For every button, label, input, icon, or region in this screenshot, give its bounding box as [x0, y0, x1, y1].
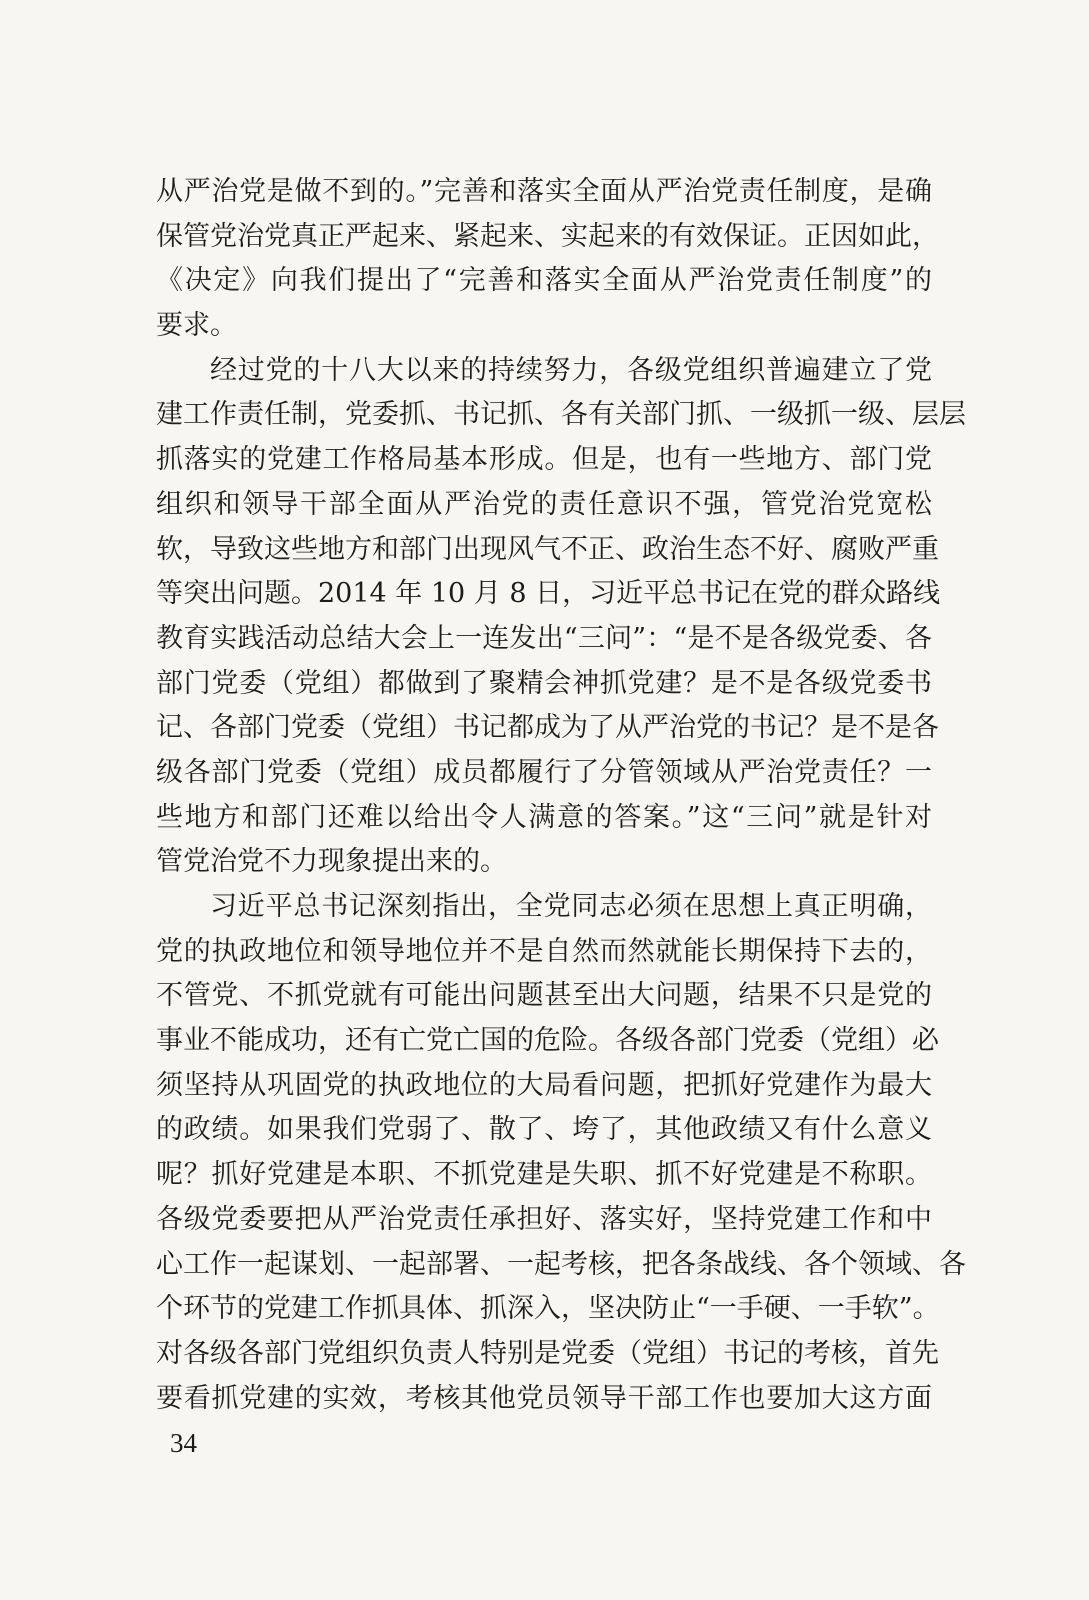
- text-line: 的政绩。如果我们党弱了、散了、垮了，其他政绩又有什么意义: [156, 1114, 932, 1146]
- text-line: 要看抓党建的实效，考核其他党员领导干部工作也要加大这方面: [156, 1382, 932, 1414]
- text-line: 个环节的党建工作抓具体、抓深入，坚决防止“一手硬、一手软”。: [156, 1293, 940, 1325]
- text-line: 级各部门党委（党组）成员都履行了分管领域从严治党责任？一: [156, 756, 932, 788]
- text-line: 事业不能成功，还有亡党亡国的危险。各级各部门党委（党组）必: [156, 1025, 939, 1057]
- text-line: 记、各部门党委（党组）书记都成为了从严治党的书记？是不是各: [156, 712, 939, 744]
- text-line: 须坚持从巩固党的执政地位的大局看问题，把抓好党建作为最大: [156, 1069, 932, 1101]
- text-line: 等突出问题。2014 年 10 月 8 日，习近平总书记在党的群众路线: [156, 578, 941, 610]
- text-line: 《决定》向我们提出了“完善和落实全面从严治党责任制度”的: [156, 265, 932, 297]
- text-line: 建工作责任制，党委抓、书记抓、各有关部门抓、一级抓一级、层层: [156, 399, 966, 431]
- text-line: 从严治党是做不到的。”完善和落实全面从严治党责任制度，是确: [156, 176, 932, 207]
- text-line: 不管党、不抓党就有可能出问题甚至出大问题，结果不只是党的: [156, 980, 932, 1012]
- text-line: 党的执政地位和领导地位并不是自然而然就能长期保持下去的，: [156, 935, 932, 967]
- text-line: 教育实践活动总结大会上一连发出“三问”：“是不是各级党委、各: [156, 622, 932, 654]
- text-line: 些地方和部门还难以给出令人满意的答案。”这“三问”就是针对: [156, 801, 932, 833]
- body-text: [156, 170, 966, 1421]
- text-line: 心工作一起谋划、一起部署、一起考核，把各条战线、各个领域、各: [156, 1248, 966, 1280]
- text-line: 经过党的十八大以来的持续努力，各级党组织普遍建立了党: [210, 354, 932, 386]
- text-line: 保管党治党真正严起来、紧起来、实起来的有效保证。正因如此，: [156, 220, 939, 252]
- text-line: 抓落实的党建工作格局基本形成。但是，也有一些地方、部门党: [156, 444, 932, 476]
- text-line: 习近平总书记深刻指出，全党同志必须在思想上真正明确，: [210, 891, 932, 922]
- text-line: 要求。: [156, 310, 237, 342]
- text-line: 呢？抓好党建是本职、不抓党建是失职、抓不好党建是不称职。: [156, 1159, 932, 1191]
- page-number: 34: [170, 1428, 197, 1458]
- text-line: 各级党委要把从严治党责任承担好、落实好，坚持党建工作和中: [156, 1203, 932, 1235]
- text-line: 对各级各部门党组织负责人特别是党委（党组）书记的考核，首先: [156, 1337, 939, 1369]
- text-line: 软，导致这些地方和部门出现风气不正、政治生态不好、腐败严重: [156, 533, 939, 565]
- text-line: 组织和领导干部全面从严治党的责任意识不强，管党治党宽松: [156, 488, 932, 520]
- text-line: 管党治党不力现象提出来的。: [156, 846, 507, 878]
- text-line: 部门党委（党组）都做到了聚精会神抓党建？是不是各级党委书: [156, 667, 932, 699]
